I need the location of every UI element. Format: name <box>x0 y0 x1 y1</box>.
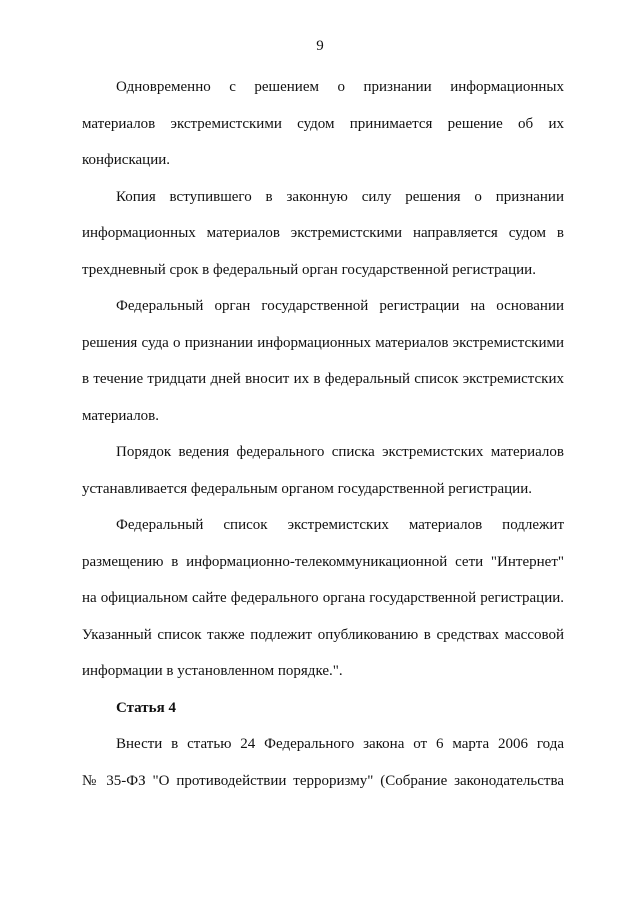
paragraph-copy-of-decision: Копия вступившего в законную силу решения о признании информационных материалов экстремистскими направляется судом в трехдневный срок в федеральный орган государственной регистрации. <box>82 188 564 278</box>
paragraph-confiscation: Одновременно с решением о признании информационных материалов экстремистскими судом принимается решение об их конфискации. <box>82 79 564 168</box>
article-paragraph-line-2: № 35-ФЗ "О противодействии терроризму" (Собрание законодательства <box>82 772 564 789</box>
paragraph-federal-list-entry: Федеральный орган государственной регистрации на основании решения суда о признании информационных материалов экстремистскими в течение тридцати дней вносит их в федеральный список экстремистских материалов. <box>82 298 564 424</box>
paragraph-list-procedure: Порядок ведения федерального списка экстремистских материалов устанавливается федеральным органом государственной регистрации. <box>82 444 564 497</box>
page-number: 9 <box>316 38 324 54</box>
article-heading: Статья 4 <box>116 699 176 716</box>
paragraph-list-publication: Федеральный список экстремистских материалов подлежит размещению в информационно-телекоммуникационной сети "Интернет" на официальном сайте федерального органа государственной регистрации. Указанный список также подлежит опубликованию в средствах массовой информации в установленном порядке.". <box>82 517 564 679</box>
document-body <box>82 69 564 799</box>
article-paragraph-line-1: Внести в статью 24 Федерального закона от 6 марта 2006 года <box>116 736 564 752</box>
